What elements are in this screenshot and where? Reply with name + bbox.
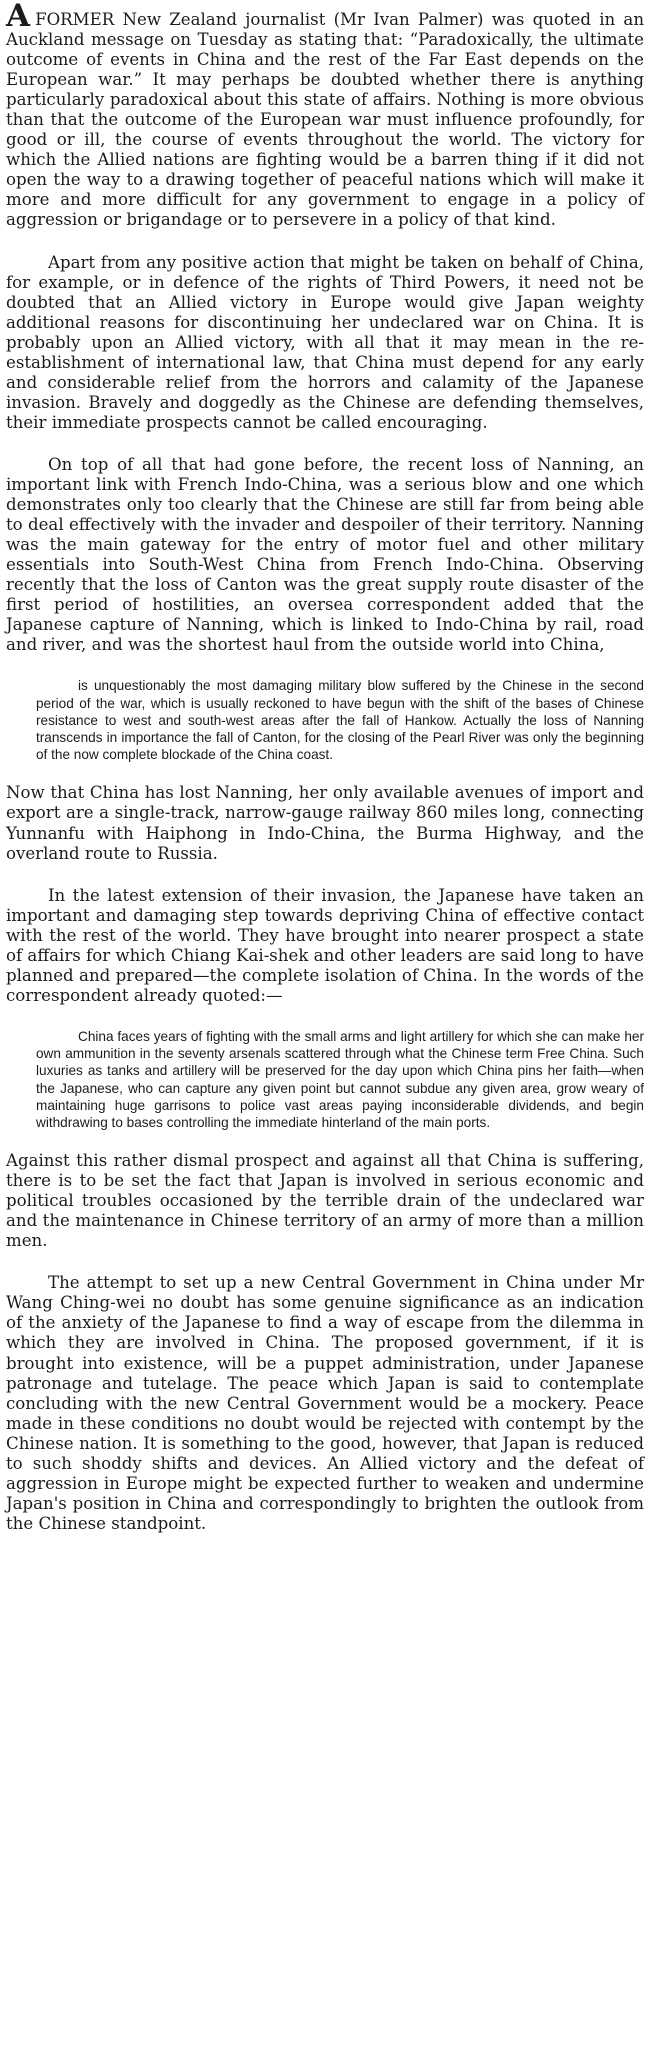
drop-cap: A [6, 0, 31, 34]
paragraph-1 [6, 0, 644, 231]
paragraph-6: Against this rather dismal prospect and against all that China is suffering, there is to be set the fact that Japan is involved in serious economic and political troubles occasioned by the terrible drain of the undeclared war and the maintenance in Chinese territory of an army of more than a million men. [6, 1151, 644, 1251]
block-quote-2: China faces years of fighting with the small arms and light artillery for which she can make her own ammunition in the seventy arsenals scattered through what the Chinese term Free China. Such luxuries as tanks and artillery will be preserved for the day upon which China pins her faith—when the Japanese, who can capture any given point but cannot subdue any given area, grow weary of maintaining huge garrisons to police vast areas paying inconsiderable dividends, and begin withdrawing to bases controlling the immediate hinterland of the main ports. [36, 1028, 644, 1130]
paragraph-1-text: FORMER New Zealand journalist (Mr Ivan Palmer) was quoted in an Auckland message on Tuesday as stating that: “Paradoxically, the ultimate outcome of events in China and the rest of the Far East depends on the European war.” It may perhaps be doubted whether there is anything particularly paradoxical about this state of affairs. Nothing is more obvious than that the outcome of the European war must influence profoundly, for good or ill, the course of events throughout the world. The victory for which the Allied nations are fighting would be a barren thing if it did not open the way to a drawing together of peaceful nations which will make it more and more difficult for any government to engage in a policy of aggression or brigandage or to persevere in a policy of that kind. [6, 10, 644, 230]
paragraph-5: In the latest extension of their invasion, the Japanese have taken an important and damaging step towards depriving China of effective contact with the rest of the world. They have brought into nearer prospect a state of affairs for which Chiang Kai-shek and other leaders are said long to have planned and prepared—the complete isolation of China. In the words of the correspondent already quoted:— [6, 885, 644, 1005]
paragraph-7: The attempt to set up a new Central Government in China under Mr Wang Ching-wei no doubt has some genuine significance as an indication of the anxiety of the Japanese to find a way of escape from the dilemma in which they are involved in China. The proposed government, if it is brought into existence, will be a puppet administration, under Japanese patronage and tutelage. The peace which Japan is said to contemplate concluding with the new Central Government would be a mockery. Peace made in these conditions no doubt would be rejected with contempt by the Chinese nation. It is something to the good, however, that Japan is reduced to such shoddy shifts and devices. An Allied victory and the defeat of aggression in Europe might be expected further to weaken and undermine Japan's position in China and correspondingly to brighten the outlook from the Chinese standpoint. [6, 1273, 644, 1533]
block-quote-1: is unquestionably the most damaging military blow suffered by the Chinese in the second period of the war, which is usually reckoned to have begun with the shift of the bases of Chinese resistance to west and south-west areas after the fall of Hankow. Actually the loss of Nanning transcends in importance the fall of Canton, for the closing of the Pearl River was only the beginning of the now complete blockade of the China coast. [36, 678, 644, 763]
paragraph-4: Now that China has lost Nanning, her only available avenues of import and export are a single-track, narrow-gauge railway 860 miles long, connecting Yunnanfu with Haiphong in Indo-China, the Burma Highway, and the overland route to Russia. [6, 783, 644, 863]
paragraph-2: Apart from any positive action that might be taken on behalf of China, for example, or in defence of the rights of Third Powers, it need not be doubted that an Allied victory in Europe would give Japan weighty additional reasons for discontinuing her undeclared war on China. It is probably upon an Allied victory, with all that it may mean in the re-establishment of international law, that China must depend for any early and considerable relief from the horrors and calamity of the Japanese invasion. Bravely and doggedly as the Chinese are defending themselves, their immediate prospects cannot be called encouraging. [6, 252, 644, 432]
paragraph-3: On top of all that had gone before, the recent loss of Nanning, an important link with French Indo-China, was a serious blow and one which demonstrates only too clearly that the Chinese are still far from being able to deal effectively with the invader and despoiler of their territory. Nanning was the main gateway for the entry of motor fuel and other military essentials into South-West China from French Indo-China. Observing recently that the loss of Canton was the great supply route disaster of the first period of hostilities, an oversea correspondent added that the Japanese capture of Nanning, which is linked to Indo-China by rail, road and river, and was the shortest haul from the outside world into China, [6, 454, 644, 655]
